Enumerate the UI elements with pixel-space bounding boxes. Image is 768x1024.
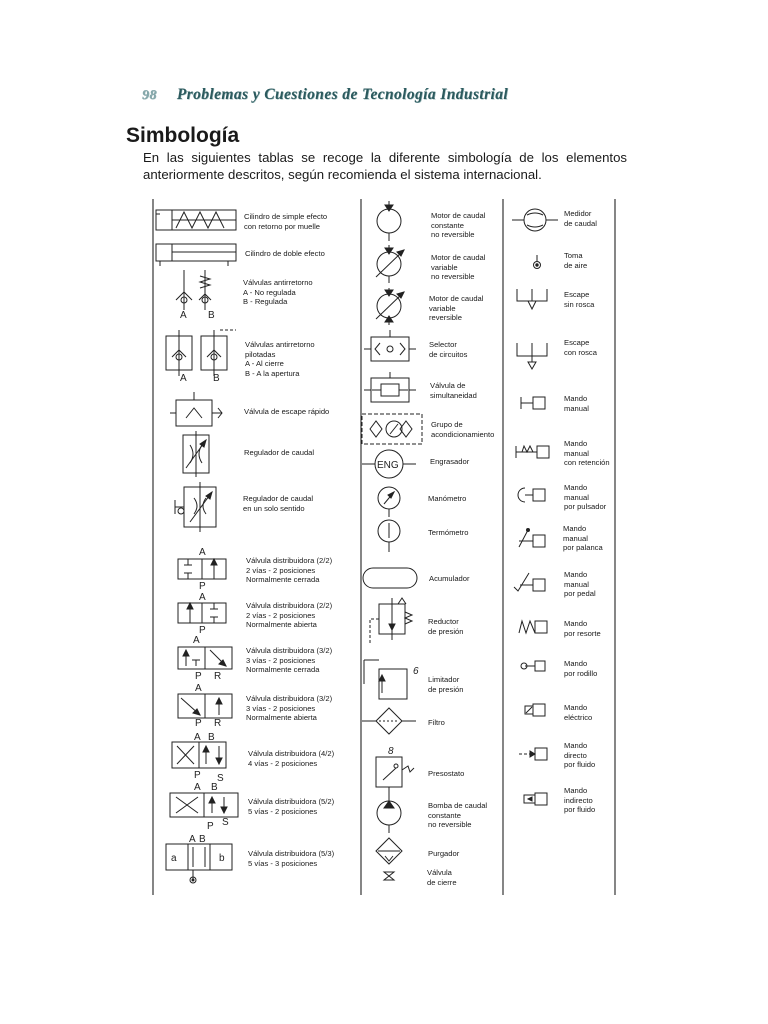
direct-fluid-control-symbol [519, 748, 547, 760]
label-exhaust-thread: Escape con rosca [564, 338, 597, 357]
label-manual-detent-control: Mando manual con retención [564, 439, 610, 468]
svg-text:8: 8 [388, 746, 394, 757]
label-valve-4-2: Válvula distribuidora (4/2) 4 vías - 2 posiciones [248, 749, 335, 768]
and-valve-symbol [364, 372, 416, 402]
label-and-valve: Válvula de simultaneidad [430, 381, 477, 400]
lever-control-symbol [519, 529, 545, 548]
single-acting-cylinder-symbol [156, 210, 236, 230]
svg-text:B: B [208, 732, 215, 743]
reversible-motor-symbol [376, 288, 404, 325]
label-pressure-limiter: Limitador de presión [428, 675, 464, 694]
label-valve-5-2: Válvula distribuidora (5/2) 5 vías - 2 posiciones [248, 797, 335, 816]
svg-text:6: 6 [413, 666, 419, 677]
label-lubricator: Engrasador [430, 457, 470, 466]
valve-5-3-symbol [166, 834, 232, 883]
label-pedal-control: Mando manual por pedal [564, 570, 596, 599]
label-push-button-control: Mando manual por pulsador [564, 483, 607, 512]
label-double-acting-cylinder: Cilindro de doble efecto [245, 249, 325, 258]
svg-text:B: B [199, 834, 206, 845]
manual-control-symbol [521, 397, 545, 409]
pressure-reducer-symbol [370, 598, 412, 645]
label-constant-motor: Motor de caudal constante no reversible [431, 211, 486, 240]
svg-text:B: B [213, 373, 220, 384]
svg-text:R: R [214, 671, 222, 682]
label-thermometer: Termómetro [428, 528, 469, 537]
roller-control-symbol [521, 661, 545, 671]
electric-control-symbol [525, 704, 545, 716]
svg-text:A: A [199, 547, 206, 558]
svg-text:ENG: ENG [377, 460, 399, 471]
svg-text:a: a [171, 853, 177, 864]
intro-paragraph: En las siguientes tablas se recoge la diferente simbología de los elementos anteriormente descritos, según recomienda el sistema internacional. [143, 150, 627, 182]
svg-text:P: P [199, 581, 206, 592]
svg-text:P: P [195, 718, 202, 729]
label-filter: Filtro [428, 718, 445, 727]
label-air-intake: Toma de aire [564, 251, 588, 270]
label-flow-regulator: Regulador de caudal [244, 448, 315, 457]
spring-control-symbol [519, 621, 547, 633]
svg-text:P: P [195, 671, 202, 682]
label-valve-3-2-no: Válvula distribuidora (3/2) 3 vías - 2 posiciones Normalmente abierta [246, 694, 333, 723]
flow-regulator-symbol [183, 431, 209, 477]
manometer-symbol [378, 487, 400, 517]
book-title: Problemas y Cuestiones de Tecnología Industrial [176, 86, 509, 103]
push-button-control-symbol [518, 488, 545, 502]
label-manometer: Manómetro [428, 494, 467, 503]
valve-2-2-no-symbol [178, 592, 226, 636]
label-check-valves: Válvulas antirretorno A - No regulada B - Regulada [243, 278, 313, 307]
variable-motor-symbol [376, 245, 404, 283]
label-manual-control: Mando manual [564, 394, 589, 413]
svg-text:B: B [211, 782, 218, 793]
double-acting-cylinder-symbol [156, 244, 236, 266]
label-one-way-flow-regulator: Regulador de caudal en un solo sentido [243, 494, 314, 513]
label-direct-fluid-control: Mando directo por fluido [564, 741, 596, 770]
flow-meter-symbol [512, 209, 558, 231]
label-valve-3-2-nc: Válvula distribuidora (3/2) 3 vías - 2 posiciones Normalmente cerrada [246, 646, 333, 675]
svg-text:A: A [194, 732, 201, 743]
svg-text:R: R [214, 718, 222, 729]
label-valve-5-3: Válvula distribuidora (5/3) 5 vías - 3 posiciones [248, 849, 335, 868]
valve-3-2-no-symbol [178, 683, 232, 729]
exhaust-thread-symbol [517, 343, 547, 369]
label-variable-motor: Motor de caudal variable no reversible [431, 253, 486, 282]
manual-detent-control-symbol [516, 446, 549, 458]
label-pump: Bomba de caudal constante no reversible [428, 801, 488, 830]
svg-text:P: P [207, 821, 214, 832]
svg-text:b: b [219, 853, 225, 864]
label-spring-control: Mando por resorte [564, 619, 601, 638]
svg-text:P: P [194, 770, 201, 781]
svg-text:S: S [222, 817, 229, 828]
label-reversible-motor: Motor de caudal variable reversible [429, 294, 484, 323]
svg-text:A: A [199, 592, 206, 603]
one-way-flow-regulator-symbol [175, 482, 216, 532]
drain-symbol [376, 838, 402, 864]
label-single-acting-cylinder: Cilindro de simple efecto con retorno por muelle [244, 212, 328, 231]
label-piloted-check-valves: Válvulas antirretorno pilotadas A - Al cierre B - A la apertura [245, 340, 315, 378]
label-flow-meter: Medidor de caudal [564, 209, 597, 228]
shuttle-valve-symbol [364, 330, 416, 361]
valve-5-2-symbol [170, 782, 238, 832]
filter-symbol [362, 708, 416, 734]
accumulator-symbol [363, 568, 417, 588]
quick-exhaust-valve-symbol [170, 392, 222, 426]
page-number: 98 [142, 88, 157, 103]
label-pressure-reducer: Reductor de presión [428, 617, 464, 636]
lubricator-symbol [362, 450, 416, 478]
thermometer-symbol [378, 520, 400, 552]
label-accumulator: Acumulador [429, 574, 470, 583]
svg-text:A: A [180, 373, 187, 384]
svg-text:A: A [180, 310, 187, 321]
label-conditioning-unit: Grupo de acondicionamiento [431, 420, 495, 439]
conditioning-unit-symbol [362, 414, 422, 444]
valve-4-2-symbol [172, 732, 226, 784]
svg-text:B: B [208, 310, 215, 321]
svg-text:A: A [189, 834, 196, 845]
valve-2-2-nc-symbol [178, 547, 226, 592]
label-drain: Purgador [428, 849, 460, 858]
svg-text:A: A [194, 782, 201, 793]
label-shutoff-valve: Válvula de cierre [427, 868, 457, 887]
section-title: Simbología [126, 124, 240, 147]
pressure-switch-symbol [376, 746, 414, 797]
pump-symbol [377, 795, 401, 833]
svg-text:P: P [199, 625, 206, 636]
pedal-control-symbol [514, 573, 545, 591]
indirect-fluid-control-symbol [524, 793, 547, 805]
valve-3-2-nc-symbol [178, 635, 232, 682]
constant-motor-symbol [377, 201, 401, 241]
label-shuttle-valve: Selector de circuitos [429, 340, 468, 359]
piloted-check-valves-symbol [166, 330, 236, 384]
label-indirect-fluid-control: Mando indirecto por fluido [564, 786, 596, 815]
svg-text:S: S [217, 773, 224, 784]
shutoff-valve-symbol [384, 872, 394, 880]
label-valve-2-2-nc: Válvula distribuidora (2/2) 2 vías - 2 posiciones Normalmente cerrada [246, 556, 333, 585]
check-valves-symbol [176, 270, 215, 321]
air-intake-symbol [534, 255, 541, 269]
label-exhaust-no-thread: Escape sin rosca [564, 290, 595, 309]
svg-text:A: A [195, 683, 202, 694]
label-roller-control: Mando por rodillo [564, 659, 598, 678]
label-lever-control: Mando manual por palanca [563, 524, 603, 553]
label-quick-exhaust-valve: Válvula de escape rápido [244, 407, 330, 416]
label-valve-2-2-no: Válvula distribuidora (2/2) 2 vías - 2 posiciones Normalmente abierta [246, 601, 333, 630]
exhaust-no-thread-symbol [517, 289, 547, 309]
pressure-limiter-symbol [364, 660, 419, 699]
label-pressure-switch: Presostato [428, 769, 465, 778]
svg-text:A: A [193, 635, 200, 646]
label-electric-control: Mando eléctrico [564, 703, 593, 722]
